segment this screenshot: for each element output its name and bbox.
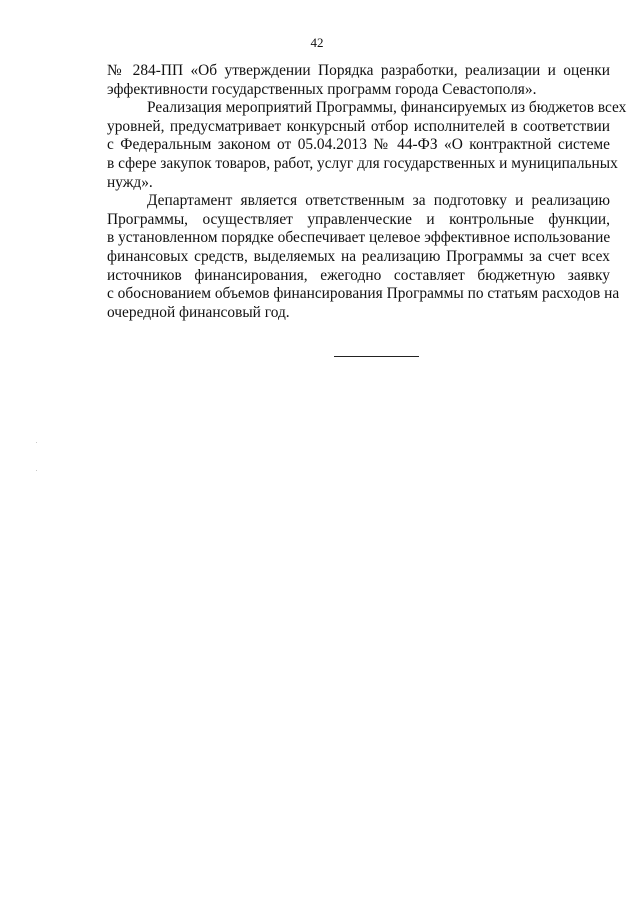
page-number: 42 (310, 35, 324, 50)
scan-speck (36, 470, 37, 471)
scan-speck (36, 442, 37, 443)
text-line: с обоснованием объемов финансирования Программы по статьям расходов на (107, 285, 620, 303)
text-line: нужд». (107, 173, 153, 191)
text-line: Реализация мероприятий Программы, финансируемых из бюджетов всех (147, 99, 627, 117)
document-body (107, 62, 627, 322)
text-line: финансовых средств, выделяемых на реализацию Программы за счет всех (107, 247, 610, 265)
text-line: Департамент является ответственным за подготовку и реализацию (147, 192, 610, 210)
text-line: в установленном порядке обеспечивает целевое эффективное использование (107, 229, 611, 247)
text-line: уровней, предусматривает конкурсный отбор исполнителей в соответствии (107, 117, 610, 135)
text-line: источников финансирования, ежегодно составляет бюджетную заявку (107, 266, 610, 284)
text-line: в сфере закупок товаров, работ, услуг для государственных и муниципальных (107, 154, 618, 172)
paragraph-1 (107, 62, 610, 99)
text-line: № 284-ПП «Об утверждении Порядка разработки, реализации и оценки (107, 62, 610, 79)
paragraph-3 (107, 192, 620, 322)
text-line: с Федеральным законом от 05.04.2013 № 44-ФЗ «О контрактной системе (107, 136, 610, 154)
text-line: очередной финансовый год. (107, 303, 290, 321)
text-line: Программы, осуществляет управленческие и контрольные функции, (107, 210, 610, 228)
end-divider-line (334, 356, 419, 357)
paragraph-2 (107, 99, 627, 192)
text-line: эффективности государственных программ города Севастополя». (107, 80, 537, 98)
